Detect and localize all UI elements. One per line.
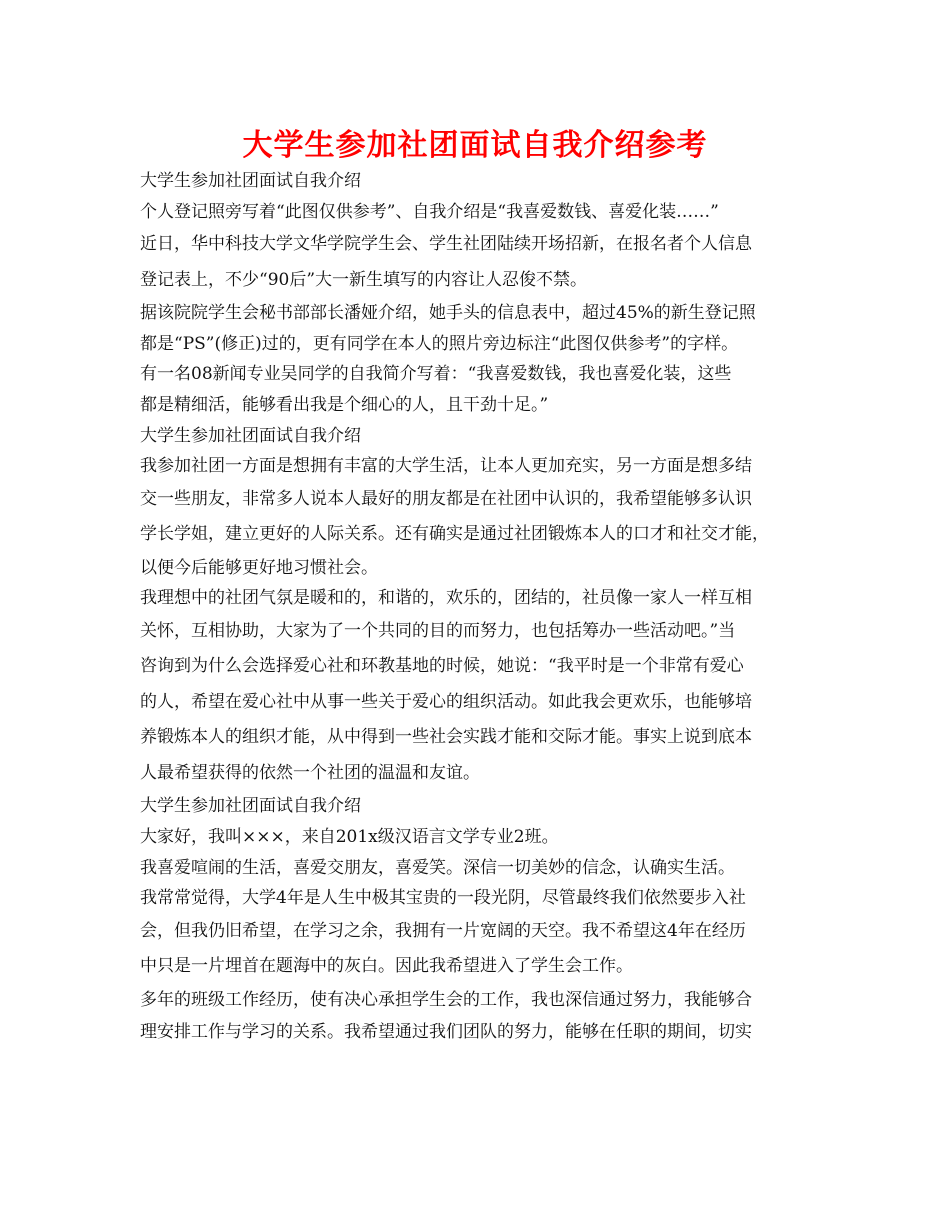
section-heading-1: 大学生参加社团面试自我介绍	[140, 171, 361, 191]
paragraph-line: 关怀，互相协助，大家为了一个共同的目的而努力，也包括筹办一些活动吧。”当	[140, 620, 736, 641]
paragraph-line: 登记表上，不少“90后”大一新生填写的内容让人忍俊不禁。	[140, 269, 588, 290]
paragraph-line: 有一名08新闻专业吴同学的自我简介写着：“我喜爱数钱，我也喜爱化装，这些	[140, 364, 732, 385]
paragraph-line: 交一些朋友，非常多人说本人最好的朋友都是在社团中认识的，我希望能够多认识	[140, 488, 752, 509]
document-body	[140, 166, 830, 1051]
paragraph-line: 学长学姐，建立更好的人际关系。还有确实是通过社团锻炼本人的口才和社交才能，	[140, 524, 769, 545]
paragraph-line: 我喜爱喧闹的生活，喜爱交朋友，喜爱笑。深信一切美妙的信念，认确实生活。	[140, 857, 735, 878]
paragraph-line: 我常常觉得，大学4年是人生中极其宝贵的一段光阴，尽管最终我们依然要步入社	[140, 888, 746, 909]
paragraph-line: 中只是一片埋首在题海中的灰白。因此我希望进入了学生会工作。	[140, 956, 633, 977]
section-heading-2: 大学生参加社团面试自我介绍	[140, 425, 361, 446]
paragraph-line: 养锻炼本人的组织才能，从中得到一些社会实践才能和交际才能。事实上说到底本	[140, 727, 752, 748]
paragraph-line: 大家好，我叫×××，来自201x级汉语言文学专业2班。	[140, 827, 559, 848]
paragraph-line: 我理想中的社团气氛是暖和的，和谐的，欢乐的，团结的，社员像一家人一样互相	[140, 588, 752, 609]
paragraph-line: 会，但我仍旧希望，在学习之余，我拥有一片宽阔的天空。我不希望这4年在经历	[140, 920, 746, 941]
paragraph-line: 都是“PS”(修正)过的，更有同学在本人的照片旁边标注“此图仅供参考”的字样。	[140, 333, 739, 354]
paragraph-line: 我参加社团一方面是想拥有丰富的大学生活，让本人更加充实，另一方面是想多结	[140, 456, 752, 477]
paragraph-line: 近日，华中科技大学文华学院学生会、学生社团陆续开场招新，在报名者个人信息	[140, 234, 752, 255]
paragraph-line: 的人，希望在爱心社中从事一些关于爱心的组织活动。如此我会更欢乐，也能够培	[140, 691, 752, 712]
section-heading-3: 大学生参加社团面试自我介绍	[140, 796, 361, 817]
paragraph-line: 据该院院学生会秘书部部长潘娅介绍，她手头的信息表中，超过45%的新生登记照	[140, 303, 756, 324]
paragraph-line: 个人登记照旁写着“此图仅供参考”、自我介绍是“我喜爱数钱、喜爱化装……”	[140, 201, 719, 222]
paragraph-line: 以便今后能够更好地习惯社会。	[140, 557, 378, 578]
paragraph-line: 理安排工作与学习的关系。我希望通过我们团队的努力，能够在任职的期间，切实	[140, 1022, 752, 1043]
paragraph-line: 多年的班级工作经历，使有决心承担学生会的工作，我也深信通过努力，我能够合	[140, 989, 752, 1010]
paragraph-line: 咨询到为什么会选择爱心社和环教基地的时候，她说：“我平时是一个非常有爱心	[140, 656, 744, 677]
paragraph-line: 人最希望获得的依然一个社团的温温和友谊。	[140, 762, 480, 783]
paragraph-line: 都是精细活，能够看出我是个细心的人，且干劲十足。”	[140, 394, 549, 415]
document-title: 大学生参加社团面试自我介绍参考	[242, 128, 708, 163]
